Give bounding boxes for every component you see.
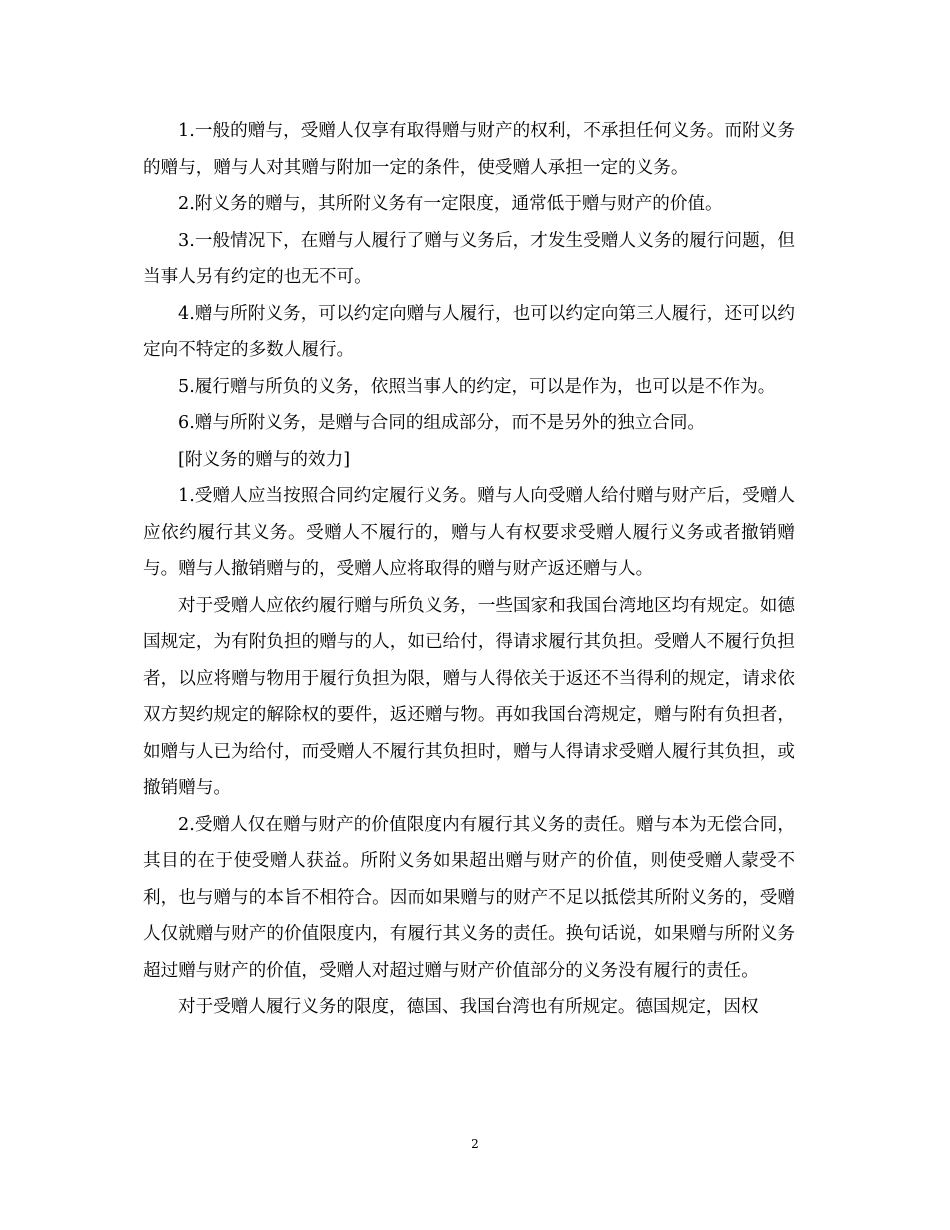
paragraph-7: 1.受赠人应当按照合同约定履行义务。赠与人向受赠人给付赠与财产后，受赠人应依约履行其义务。受赠人不履行的，赠与人有权要求受赠人履行义务或者撤销赠与。赠与人撤销赠与的，受赠人应将取得的赠与财产返还赠与人。 — [143, 486, 795, 579]
paragraph-8: 对于受赠人应依约履行赠与所负义务，一些国家和我国台湾地区均有规定。如德国规定，为有附负担的赠与的人，如已给付，得请求履行其负担。受赠人不履行负担者，以应将赠与物用于履行负担为限，赠与人得依关于返还不当得利的规定，请求依双方契约规定的解除权的要件，返还赠与物。再如我国台湾规定，赠与附有负担者，如赠与人已为给付，而受赠人不履行其负担时，赠与人得请求受赠人履行其负担，或撤销赠与。 — [143, 595, 795, 798]
paragraph-5: 5.履行赠与所负的义务，依照当事人的约定，可以是作为，也可以是不作为。 — [178, 376, 776, 397]
paragraph-2: 2.附义务的赠与，其所附义务有一定限度，通常低于赠与财产的价值。 — [178, 194, 723, 214]
paragraph-4: 4.赠与所附义务，可以约定向赠与人履行，也可以约定向第三人履行，还可以约定向不特定的多数人履行。 — [143, 303, 795, 360]
paragraph-3: 3.一般情况下，在赠与人履行了赠与义务后，才发生受赠人义务的履行问题，但当事人另有约定的也无不可。 — [143, 230, 795, 287]
paragraph-9: 2.受赠人仅在赠与财产的价值限度内有履行其义务的责任。赠与本为无偿合同，其目的在于使受赠人获益。所附义务如果超出赠与财产的价值，则使受赠人蒙受不利，也与赠与的本旨不相符合。因而如果赠与的财产不足以抵偿其所附义务的，受赠人仅就赠与财产的价值限度内，有履行其义务的责任。换句话说，如果赠与所附义务超过赠与财产的价值，受赠人对超过赠与财产价值部分的义务没有履行的责任。 — [143, 814, 795, 981]
document-body — [143, 113, 795, 1026]
paragraph-1: 1.一般的赠与，受赠人仅享有取得赠与财产的权利，不承担任何义务。而附义务的赠与，赠与人对其赠与附加一定的条件，使受赠人承担一定的义务。 — [143, 121, 795, 178]
page-number: 2 — [471, 1137, 479, 1151]
paragraph-10: 对于受赠人履行义务的限度，德国、我国台湾也有所规定。德国规定，因权 — [178, 997, 759, 1017]
paragraph-6: 6.赠与所附义务，是赠与合同的组成部分，而不是另外的独立合同。 — [178, 413, 706, 433]
section-heading: [附义务的赠与的效力] — [178, 449, 351, 470]
